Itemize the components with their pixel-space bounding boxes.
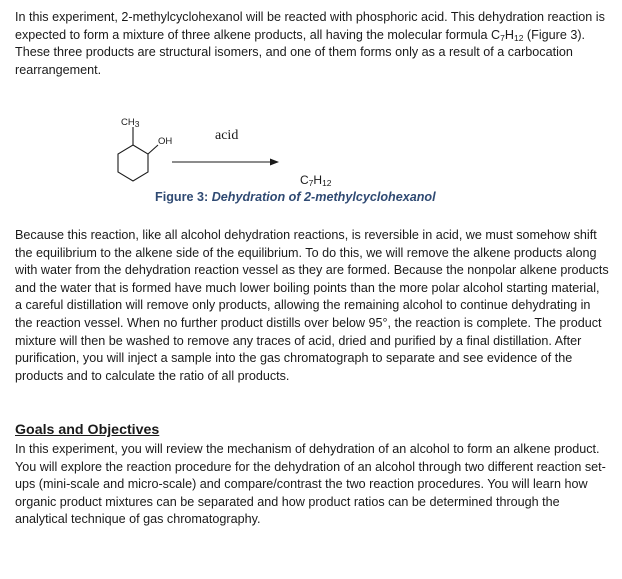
intro-text-end: (Figure 3). These three products are structural isomers, and one of them forms only as a result of a carbocation rearrangement. xyxy=(15,27,586,77)
methyl-label: $CH_3$ xyxy=(121,117,140,129)
reaction-drawing xyxy=(15,105,315,195)
reagent-label: acid xyxy=(215,128,239,143)
intro-paragraph xyxy=(15,9,610,79)
goals-paragraph: In this experiment, you will review the mechanism of dehydration of an alcohol to form an alkene product. You will explore the reaction procedure for the dehydration of an alcohol through two different reaction set-ups (mini-scale and micro-scale) and compare/contrast the two reaction procedures. You will learn how organic product mixtures can be separated and how product ratios can be determined through the analytical technique of gas chromatography. xyxy=(15,442,606,527)
equilibrium-paragraph: Because this reaction, like all alcohol dehydration reactions, is reversible in acid, we must somehow shift the equilibrium to the alkene side of the equilibrium. To do this, we will remove the alkene products along with water from the dehydration reaction vessel as they are formed. Because the nonpolar alkene products and the water that is formed have much lower boiling points than the more polar alcohol starting material, a careful distillation will remove only products, allowing the remaining alcohol to continue dehydrating in the reaction vessel. When no further product distills over below 95°, the reaction is complete. The product mixture will then be washed to remove any traces of acid, dried and purified by a final distillation. After purification, you will inject a sample into the gas chromatograph to separate and see evidence of the products and to calculate the ratio of all products. xyxy=(15,228,609,383)
hydroxyl-label: OH xyxy=(158,136,173,147)
goals-heading: Goals and Objectives xyxy=(15,422,160,438)
intro-text-start: In this experiment, 2-methylcyclohexanol will be reacted with phosphoric acid. This dehydration reaction is expected to form a mixture of three alkene products, all having the molecular formula xyxy=(15,10,605,42)
figure-caption-title: Dehydration of 2-methylcyclohexanol xyxy=(211,190,436,204)
figure-caption-label: Figure 3: xyxy=(155,190,209,204)
hydroxyl-bond xyxy=(148,145,158,154)
reaction-arrow-head xyxy=(270,159,279,166)
product-formula: $C_7H_{12}$ xyxy=(300,173,332,188)
figure-caption xyxy=(155,189,436,207)
reaction-scheme xyxy=(15,105,610,215)
cyclohexane-ring xyxy=(118,145,148,181)
molecular-formula: $C_7H_{12}$ xyxy=(491,27,524,43)
